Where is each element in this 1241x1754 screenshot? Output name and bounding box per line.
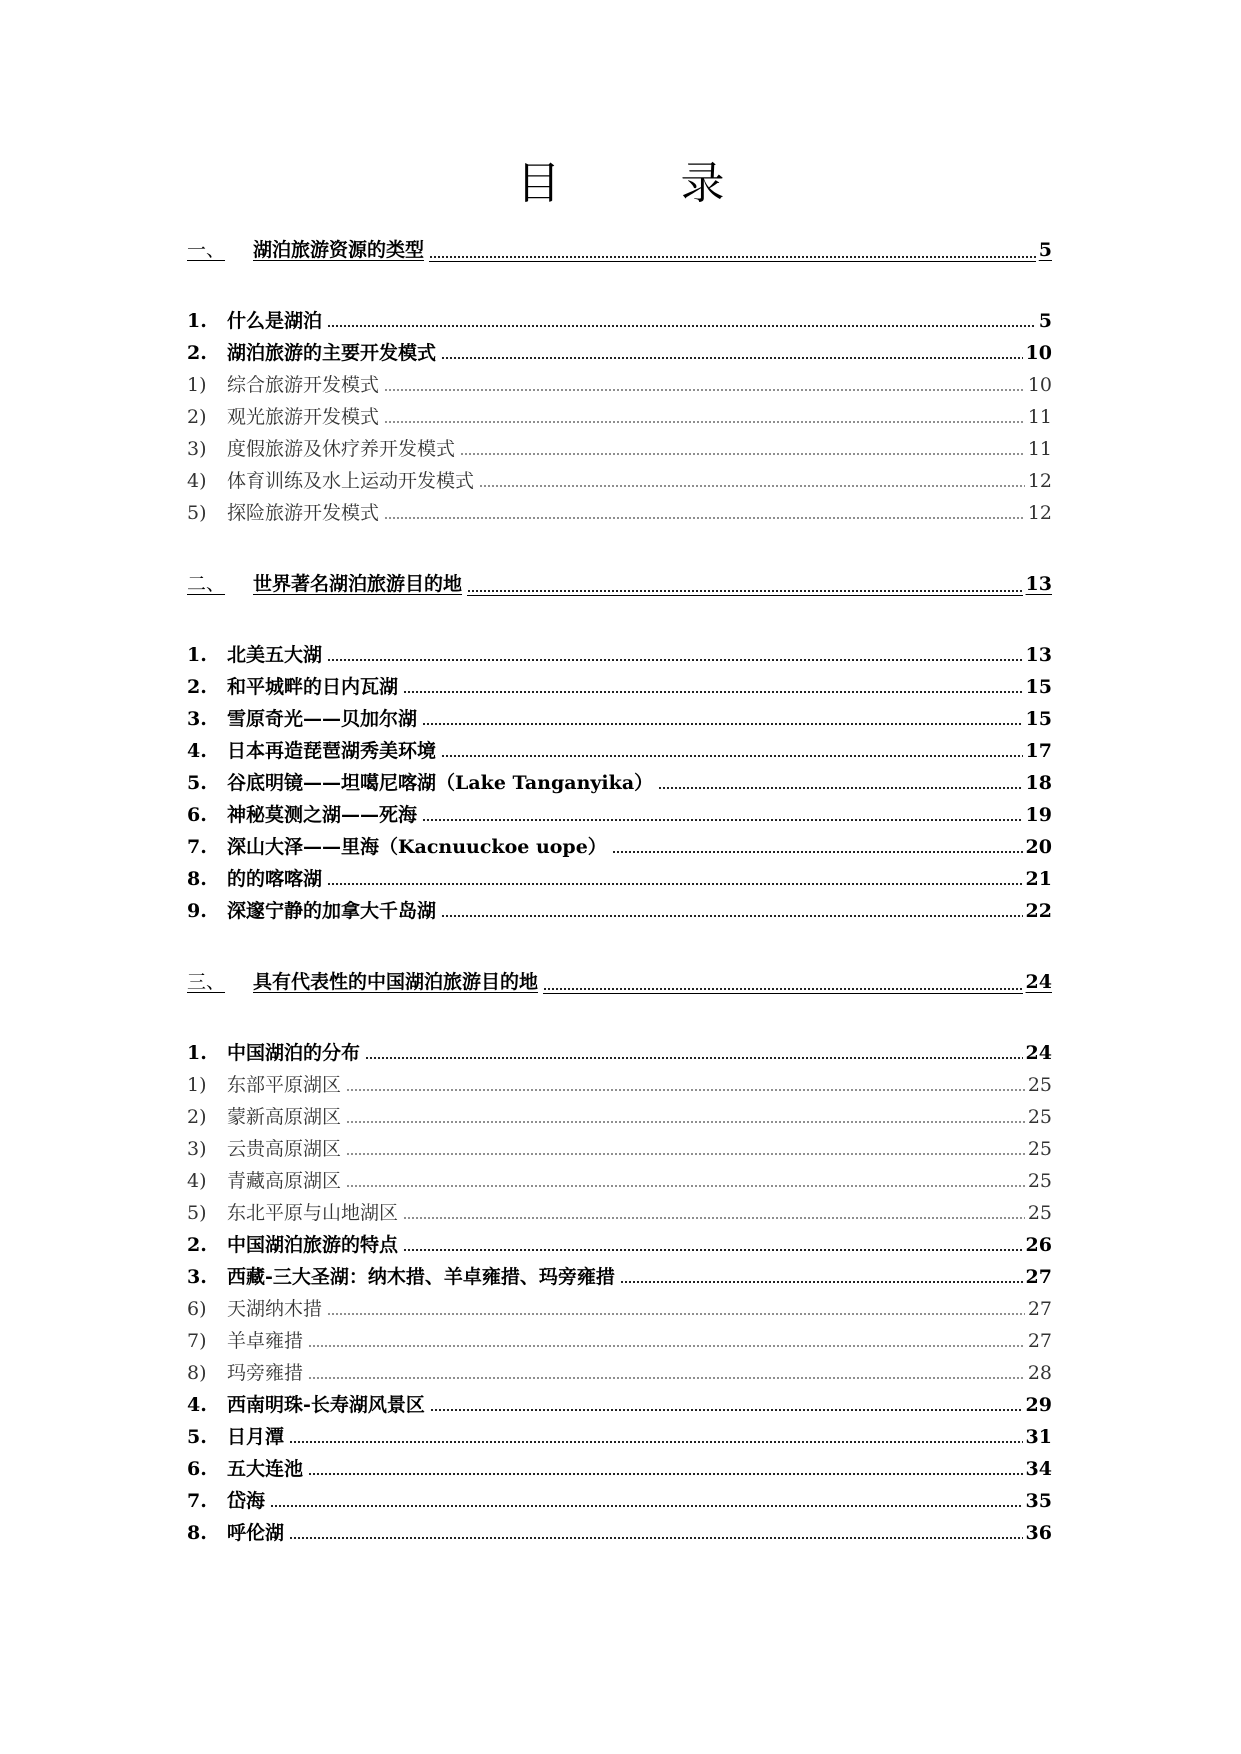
toc-entry-title: 天湖纳木措 bbox=[227, 1298, 323, 1320]
toc-entry-title: 中国湖泊旅游的特点 bbox=[227, 1234, 399, 1256]
toc-entry-number: 4) bbox=[187, 1170, 207, 1192]
toc-section-entry[interactable] bbox=[187, 968, 1052, 994]
toc-page-number: 27 bbox=[1027, 1330, 1052, 1352]
toc-entry-title: 和平城畔的日内瓦湖 bbox=[227, 676, 399, 698]
toc-entry-number: 5. bbox=[187, 772, 207, 794]
toc-page-number: 24 bbox=[1025, 1042, 1052, 1064]
toc-page-number: 27 bbox=[1025, 1266, 1052, 1288]
toc-entry-number: 9. bbox=[187, 900, 207, 922]
toc-page-number: 31 bbox=[1025, 1426, 1052, 1448]
toc-entry[interactable] bbox=[187, 1519, 1052, 1545]
toc-entry-title: 西藏-三大圣湖：纳木措、羊卓雍措、玛旁雍措 bbox=[227, 1266, 615, 1288]
toc-entry[interactable] bbox=[187, 307, 1052, 333]
toc-entry-number: 3. bbox=[187, 1266, 207, 1288]
toc-entry-number: 6. bbox=[187, 1458, 207, 1480]
toc-page-number: 26 bbox=[1025, 1234, 1052, 1256]
toc-entry-title: 综合旅游开发模式 bbox=[227, 374, 380, 396]
toc-entry-number: 一、 bbox=[187, 239, 226, 261]
dot-leader bbox=[327, 323, 1036, 328]
toc-entry-title: 北美五大湖 bbox=[227, 644, 323, 666]
toc-page-number: 21 bbox=[1025, 868, 1052, 890]
toc-entry-title: 蒙新高原湖区 bbox=[227, 1106, 342, 1128]
toc-entry-number: 8) bbox=[187, 1362, 207, 1384]
toc-page-number: 19 bbox=[1025, 804, 1052, 826]
dot-leader bbox=[384, 387, 1025, 392]
toc-entry[interactable] bbox=[187, 1423, 1052, 1449]
toc-entry-number: 7) bbox=[187, 1330, 207, 1352]
toc-entry-title: 的的喀喀湖 bbox=[227, 868, 323, 890]
toc-entry-number: 7. bbox=[187, 836, 207, 858]
toc-entry[interactable] bbox=[187, 1231, 1052, 1257]
toc-entry-title: 雪原奇光——贝加尔湖 bbox=[227, 708, 418, 730]
dot-leader bbox=[543, 985, 1023, 994]
toc-entry[interactable] bbox=[187, 897, 1052, 923]
toc-entry[interactable] bbox=[187, 641, 1052, 667]
dot-leader bbox=[346, 1119, 1025, 1124]
toc-page-number: 17 bbox=[1025, 740, 1052, 762]
toc-section-entry[interactable] bbox=[187, 570, 1052, 596]
dot-leader bbox=[422, 817, 1023, 822]
toc-subentry[interactable] bbox=[187, 1167, 1052, 1193]
dot-leader bbox=[612, 849, 1023, 854]
dot-leader bbox=[308, 1343, 1025, 1348]
toc-entry-title: 体育训练及水上运动开发模式 bbox=[227, 470, 475, 492]
toc-entry-number: 8. bbox=[187, 1522, 207, 1544]
dot-leader bbox=[460, 451, 1025, 456]
toc-page-number: 35 bbox=[1025, 1490, 1052, 1512]
toc-page-number: 5 bbox=[1038, 310, 1052, 332]
toc-page-number: 11 bbox=[1027, 438, 1052, 460]
toc-entry-title: 湖泊旅游资源的类型 bbox=[253, 239, 425, 261]
toc-page-number: 10 bbox=[1025, 342, 1052, 364]
toc-entry-title: 呼伦湖 bbox=[227, 1522, 285, 1544]
toc-entry-title: 五大连池 bbox=[227, 1458, 304, 1480]
dot-leader bbox=[479, 483, 1025, 488]
dot-leader bbox=[403, 1215, 1025, 1220]
toc-subentry[interactable] bbox=[187, 1327, 1052, 1353]
toc-entry-number: 2) bbox=[187, 1106, 207, 1128]
toc-entry-number: 3) bbox=[187, 438, 207, 460]
toc-entry-number: 2) bbox=[187, 406, 207, 428]
toc-entry-title: 青藏高原湖区 bbox=[227, 1170, 342, 1192]
toc-entry[interactable] bbox=[187, 1039, 1052, 1065]
page-title: 目 录 bbox=[516, 158, 763, 209]
dot-leader bbox=[327, 881, 1023, 886]
toc-entry-title: 岱海 bbox=[227, 1490, 266, 1512]
toc-page-number: 15 bbox=[1025, 708, 1052, 730]
toc-entry[interactable] bbox=[187, 865, 1052, 891]
dot-leader bbox=[308, 1375, 1025, 1380]
toc-subentry[interactable] bbox=[187, 371, 1052, 397]
toc-entry[interactable] bbox=[187, 833, 1052, 859]
toc-page-number: 28 bbox=[1027, 1362, 1052, 1384]
toc-subentry[interactable] bbox=[187, 403, 1052, 429]
toc-entry-number: 1) bbox=[187, 1074, 207, 1096]
toc-entry-number: 3. bbox=[187, 708, 207, 730]
toc-entry[interactable] bbox=[187, 1263, 1052, 1289]
toc-entry[interactable] bbox=[187, 769, 1052, 795]
toc-subentry[interactable] bbox=[187, 1359, 1052, 1385]
toc-page-number: 25 bbox=[1027, 1202, 1052, 1224]
dot-leader bbox=[441, 753, 1023, 758]
toc-page-number: 18 bbox=[1025, 772, 1052, 794]
toc-entry-title: 湖泊旅游的主要开发模式 bbox=[227, 342, 437, 364]
toc-entry-number: 7. bbox=[187, 1490, 207, 1512]
dot-leader bbox=[270, 1503, 1023, 1508]
dot-leader bbox=[289, 1535, 1023, 1540]
toc-entry-title: 探险旅游开发模式 bbox=[227, 502, 380, 524]
toc-entry-number: 4) bbox=[187, 470, 207, 492]
toc-entry-number: 2. bbox=[187, 676, 207, 698]
toc-entry-number: 2. bbox=[187, 342, 207, 364]
toc-subentry[interactable] bbox=[187, 435, 1052, 461]
toc-entry[interactable] bbox=[187, 737, 1052, 763]
dot-leader bbox=[289, 1439, 1023, 1444]
toc-subentry[interactable] bbox=[187, 467, 1052, 493]
toc-page-number: 11 bbox=[1027, 406, 1052, 428]
dot-leader bbox=[346, 1087, 1025, 1092]
toc-page-number: 25 bbox=[1027, 1138, 1052, 1160]
toc-page-number: 12 bbox=[1027, 470, 1052, 492]
toc-entry-number: 三、 bbox=[187, 971, 226, 993]
toc-subentry[interactable] bbox=[187, 1071, 1052, 1097]
dot-leader bbox=[441, 355, 1023, 360]
toc-entry[interactable] bbox=[187, 1487, 1052, 1513]
toc-entry-title: 日月潭 bbox=[227, 1426, 285, 1448]
toc-entry-number: 1) bbox=[187, 374, 207, 396]
dot-leader bbox=[365, 1055, 1023, 1060]
toc-entry-number: 5) bbox=[187, 502, 207, 524]
dot-leader bbox=[429, 253, 1036, 262]
toc-page-number: 10 bbox=[1027, 374, 1052, 396]
toc-subentry[interactable] bbox=[187, 499, 1052, 525]
toc-entry-title: 具有代表性的中国湖泊旅游目的地 bbox=[253, 971, 539, 993]
toc-entry-number: 5. bbox=[187, 1426, 207, 1448]
toc-page-number: 27 bbox=[1027, 1298, 1052, 1320]
toc-entry-title: 观光旅游开发模式 bbox=[227, 406, 380, 428]
toc-entry-number: 4. bbox=[187, 740, 207, 762]
dot-leader bbox=[467, 587, 1023, 596]
dot-leader bbox=[346, 1183, 1025, 1188]
toc-entry-number: 5) bbox=[187, 1202, 207, 1224]
toc-entry[interactable] bbox=[187, 1455, 1052, 1481]
dot-leader bbox=[327, 1311, 1025, 1316]
toc-entry-title: 深山大泽——里海（Kacnuuckoe uope） bbox=[227, 836, 607, 858]
dot-leader bbox=[308, 1471, 1023, 1476]
toc-entry-number: 8. bbox=[187, 868, 207, 890]
dot-leader bbox=[403, 1247, 1023, 1252]
dot-leader bbox=[403, 689, 1023, 694]
dot-leader bbox=[422, 721, 1023, 726]
toc-entry-number: 6. bbox=[187, 804, 207, 826]
dot-leader bbox=[441, 913, 1023, 918]
dot-leader bbox=[384, 515, 1025, 520]
toc-entry[interactable] bbox=[187, 339, 1052, 365]
toc-entry-title: 云贵高原湖区 bbox=[227, 1138, 342, 1160]
toc-page-number: 22 bbox=[1025, 900, 1052, 922]
toc-page-number: 25 bbox=[1027, 1106, 1052, 1128]
toc-entry[interactable] bbox=[187, 1391, 1052, 1417]
dot-leader bbox=[620, 1279, 1023, 1284]
toc-entry[interactable] bbox=[187, 801, 1052, 827]
toc-entry-title: 什么是湖泊 bbox=[227, 310, 323, 332]
toc-entry[interactable] bbox=[187, 705, 1052, 731]
toc-subentry[interactable] bbox=[187, 1199, 1052, 1225]
dot-leader bbox=[430, 1407, 1023, 1412]
toc-entry-title: 深邃宁静的加拿大千岛湖 bbox=[227, 900, 437, 922]
toc-page-number: 34 bbox=[1025, 1458, 1052, 1480]
toc-page-number: 13 bbox=[1025, 644, 1052, 666]
toc-subentry[interactable] bbox=[187, 1135, 1052, 1161]
toc-section-entry[interactable] bbox=[187, 236, 1052, 262]
toc-entry-number: 二、 bbox=[187, 573, 226, 595]
toc-entry-number: 2. bbox=[187, 1234, 207, 1256]
toc-entry-number: 1. bbox=[187, 310, 207, 332]
toc-page-number: 29 bbox=[1025, 1394, 1052, 1416]
toc-entry-title: 中国湖泊的分布 bbox=[227, 1042, 361, 1064]
dot-leader bbox=[384, 419, 1025, 424]
toc-page-number: 24 bbox=[1025, 971, 1052, 993]
toc-page-number: 36 bbox=[1025, 1522, 1052, 1544]
toc-entry-title: 谷底明镜——坦噶尼喀湖（Lake Tanganyika） bbox=[227, 772, 654, 794]
toc-page-number: 25 bbox=[1027, 1074, 1052, 1096]
toc-entry-title: 世界著名湖泊旅游目的地 bbox=[253, 573, 463, 595]
toc-entry-number: 1. bbox=[187, 644, 207, 666]
toc-page-number: 25 bbox=[1027, 1170, 1052, 1192]
toc-entry-title: 日本再造琵琶湖秀美环境 bbox=[227, 740, 437, 762]
toc-page-number: 12 bbox=[1027, 502, 1052, 524]
toc-entry-number: 4. bbox=[187, 1394, 207, 1416]
toc-entry-number: 6) bbox=[187, 1298, 207, 1320]
toc-entry-title: 度假旅游及休疗养开发模式 bbox=[227, 438, 456, 460]
toc-entry-title: 玛旁雍措 bbox=[227, 1362, 304, 1384]
toc-entry-title: 神秘莫测之湖——死海 bbox=[227, 804, 418, 826]
toc-subentry[interactable] bbox=[187, 1295, 1052, 1321]
toc-entry-number: 1. bbox=[187, 1042, 207, 1064]
toc-page-number: 20 bbox=[1025, 836, 1052, 858]
dot-leader bbox=[327, 657, 1023, 662]
toc-entry-title: 西南明珠-长寿湖风景区 bbox=[227, 1394, 425, 1416]
toc-page-number: 15 bbox=[1025, 676, 1052, 698]
toc-entry-title: 东北平原与山地湖区 bbox=[227, 1202, 399, 1224]
dot-leader bbox=[346, 1151, 1025, 1156]
toc-entry-title: 东部平原湖区 bbox=[227, 1074, 342, 1096]
toc-entry-number: 3) bbox=[187, 1138, 207, 1160]
toc-page-number: 13 bbox=[1025, 573, 1052, 595]
toc-page-number: 5 bbox=[1038, 239, 1052, 261]
dot-leader bbox=[658, 785, 1022, 790]
toc-subentry[interactable] bbox=[187, 1103, 1052, 1129]
toc-entry-title: 羊卓雍措 bbox=[227, 1330, 304, 1352]
toc-entry[interactable] bbox=[187, 673, 1052, 699]
